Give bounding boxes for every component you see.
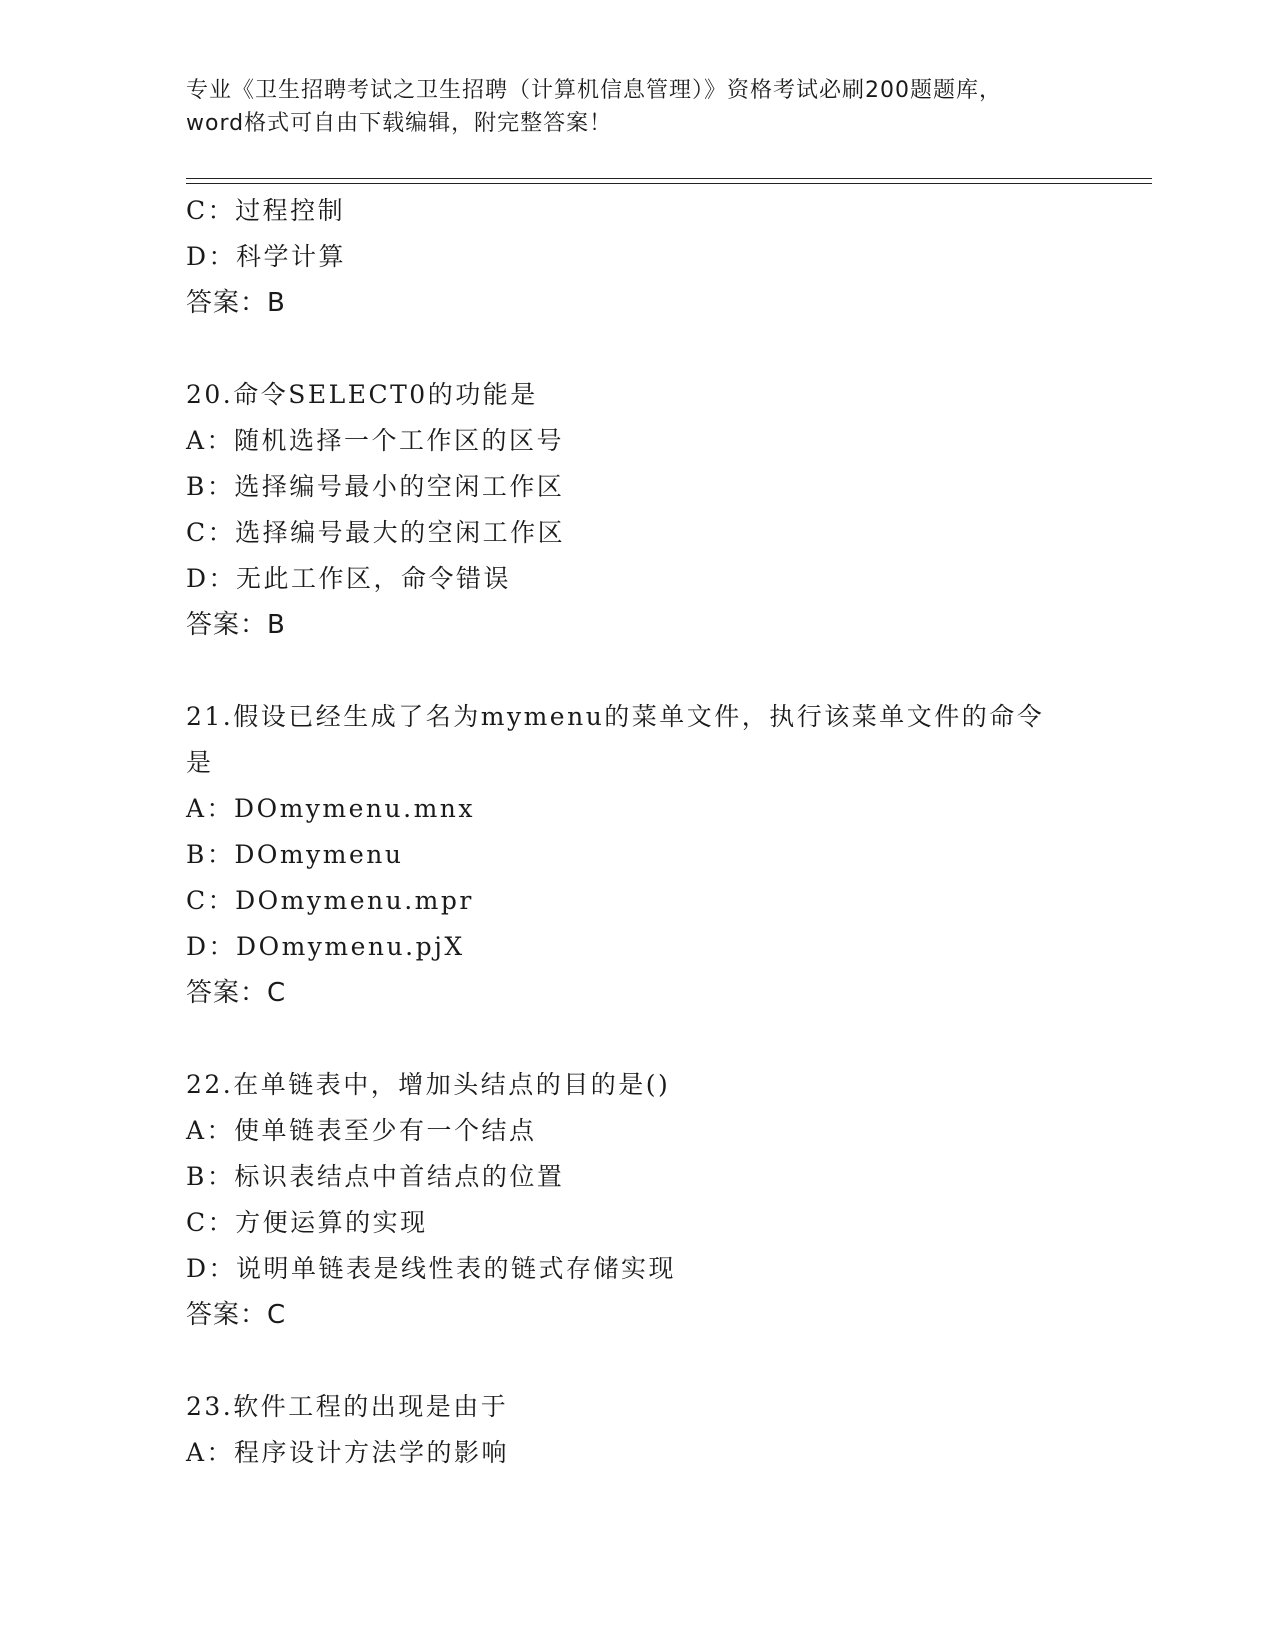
header-divider-top bbox=[186, 178, 1152, 179]
question-block-21 bbox=[186, 694, 1086, 1016]
option-b: B：标识表结点中首结点的位置 bbox=[186, 1162, 565, 1191]
option-d: D：无此工作区，命令错误 bbox=[186, 564, 512, 593]
option-a: A：使单链表至少有一个结点 bbox=[186, 1116, 537, 1145]
answer-label: 答案：C bbox=[186, 978, 287, 1008]
option-c: C：方便运算的实现 bbox=[186, 1208, 428, 1237]
question-list bbox=[186, 188, 1086, 1476]
option-b: B：选择编号最小的空闲工作区 bbox=[186, 472, 565, 501]
spacer bbox=[186, 648, 1086, 694]
question-stem: 23.软件工程的出现是由于 bbox=[186, 1392, 509, 1421]
option-c: C：过程控制 bbox=[186, 196, 346, 225]
spacer bbox=[186, 1016, 1086, 1062]
answer-label: 答案：C bbox=[186, 1300, 287, 1330]
question-stem: 22.在单链表中，增加头结点的目的是() bbox=[186, 1070, 671, 1099]
option-a: A：程序设计方法学的影响 bbox=[186, 1438, 510, 1467]
header-title-line-1: 专业《卫生招聘考试之卫生招聘（计算机信息管理）》资格考试必刷200题题库， bbox=[186, 78, 1002, 103]
option-d: D：说明单链表是线性表的链式存储实现 bbox=[186, 1254, 677, 1283]
spacer bbox=[186, 326, 1086, 372]
question-stem: 20.命令SELECT0的功能是 bbox=[186, 380, 538, 409]
question-block-23 bbox=[186, 1384, 1086, 1476]
question-block-20 bbox=[186, 372, 1086, 648]
answer-label: 答案：B bbox=[186, 610, 286, 640]
answer-label: 答案：B bbox=[186, 288, 286, 318]
option-a: A：随机选择一个工作区的区号 bbox=[186, 426, 565, 455]
question-block-22 bbox=[186, 1062, 1086, 1338]
option-d: D：科学计算 bbox=[186, 242, 347, 271]
option-c: C：DOmymenu.mpr bbox=[186, 886, 474, 915]
option-b: B：DOmymenu bbox=[186, 840, 404, 869]
header-title-line-2: word格式可自由下载编辑，附完整答案！ bbox=[186, 111, 613, 136]
option-a: A：DOmymenu.mnx bbox=[186, 794, 475, 823]
option-d: D：DOmymenu.pjX bbox=[186, 932, 465, 961]
document-header bbox=[186, 74, 1086, 140]
spacer bbox=[186, 1338, 1086, 1384]
question-block-prev bbox=[186, 188, 1086, 326]
question-stem: 21.假设已经生成了名为mymenu的菜单文件，执行该菜单文件的命令是 bbox=[186, 702, 1045, 777]
header-divider-bottom bbox=[186, 183, 1152, 184]
option-c: C：选择编号最大的空闲工作区 bbox=[186, 518, 566, 547]
